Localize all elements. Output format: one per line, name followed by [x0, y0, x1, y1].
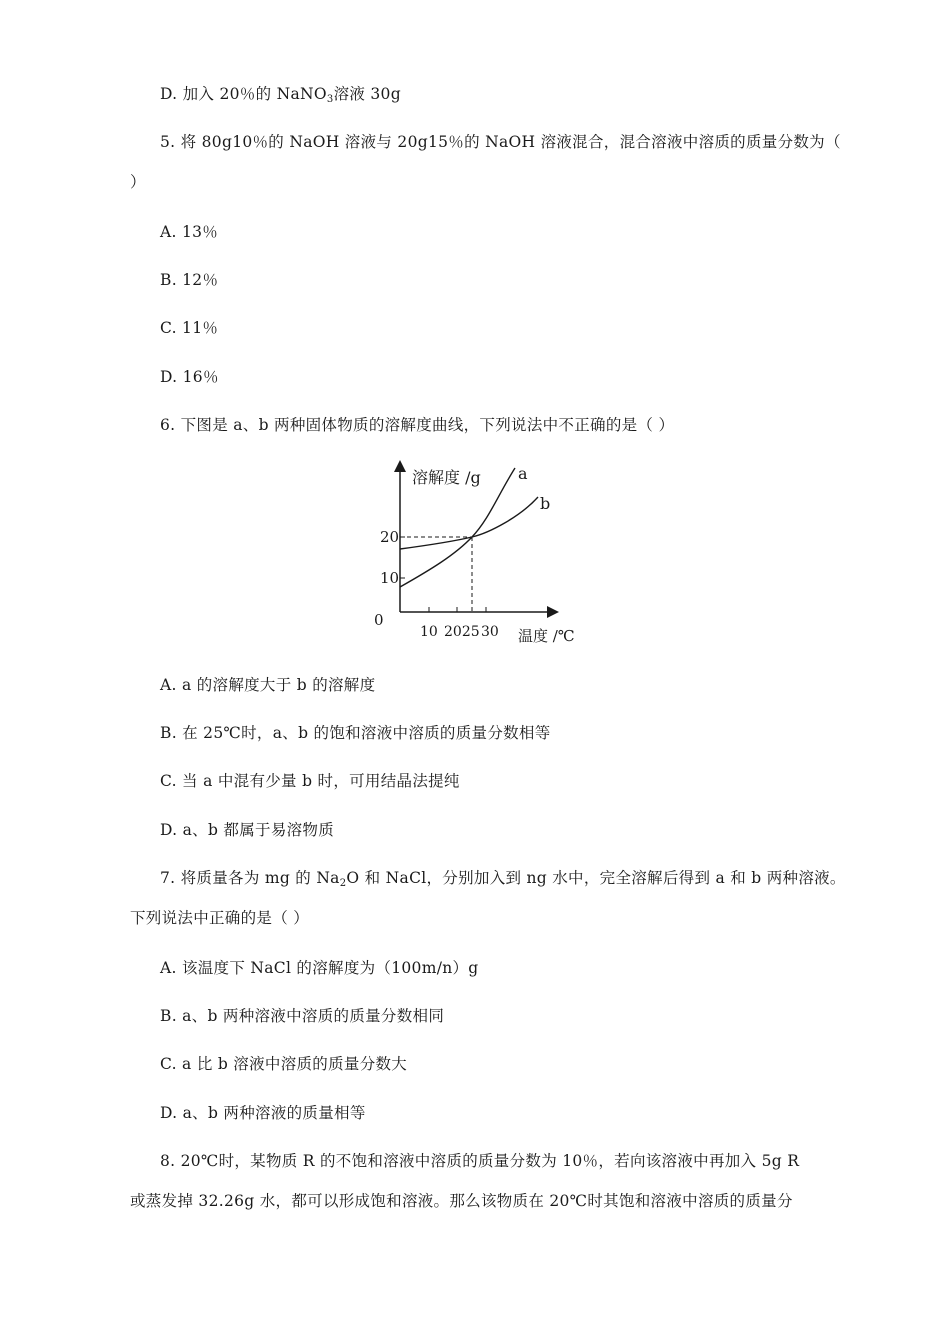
- q7-stem-post: O 和 NaCl，分别加入到 ng 水中，完全溶解后得到 a 和 b 两种溶液。: [346, 869, 846, 887]
- curve-b: [400, 497, 538, 549]
- q6-stem: 6. 下图是 a、b 两种固体物质的溶解度曲线，下列说法中不正确的是（ ）: [160, 416, 675, 434]
- q4-option-d-post: 溶液 30g: [333, 85, 401, 103]
- q5-option-d: D. 16％: [160, 368, 219, 386]
- y-tick-label-20: 20: [380, 528, 400, 546]
- q5-stem-line1: 5. 将 80g10％的 NaOH 溶液与 20g15％的 NaOH 溶液混合，混合溶液中溶质的质量分数为（: [160, 133, 841, 151]
- x-tick-label-10: 10: [420, 624, 438, 640]
- x-tick-label-2025: 2025: [444, 624, 480, 640]
- q5-stem-line2: ）: [130, 173, 146, 191]
- q8-stem-line1: 8. 20℃时，某物质 R 的不饱和溶液中溶质的质量分数为 10％，若向该溶液中再加入 5g R: [160, 1152, 800, 1170]
- solubility-curve-figure: [360, 455, 600, 655]
- q4-option-d-sub: 3: [326, 94, 334, 105]
- q6-option-b: B. 在 25℃时，a、b 的饱和溶液中溶质的质量分数相等: [160, 724, 551, 742]
- q6-option-a: A. a 的溶解度大于 b 的溶解度: [160, 676, 376, 694]
- q7-stem-line2: 下列说法中正确的是（ ）: [130, 909, 310, 927]
- curve-label-b: b: [540, 494, 551, 513]
- x-tick-label-30: 30: [481, 624, 499, 640]
- q7-stem-line1: [160, 868, 846, 894]
- origin-label: 0: [374, 611, 384, 629]
- q7-option-a: A. 该温度下 NaCl 的溶解度为（100m/n）g: [160, 959, 479, 977]
- q6-option-d: D. a、b 都属于易溶物质: [160, 821, 335, 839]
- q7-stem-pre: 7. 将质量各为 mg 的 Na: [160, 869, 340, 887]
- y-axis-label: 溶解度 /g: [412, 468, 481, 487]
- q4-option-d: [160, 84, 401, 110]
- y-tick-label-10: 10: [380, 569, 400, 587]
- q7-option-d: D. a、b 两种溶液的质量相等: [160, 1104, 366, 1122]
- q7-option-c: C. a 比 b 溶液中溶质的质量分数大: [160, 1055, 408, 1073]
- q6-option-c: C. 当 a 中混有少量 b 时，可用结晶法提纯: [160, 772, 460, 790]
- q5-option-a: A. 13％: [160, 223, 219, 241]
- q4-option-d-pre: D. 加入 20％的 NaNO: [160, 85, 327, 103]
- q8-stem-line2: 或蒸发掉 32.26g 水，都可以形成饱和溶液。那么该物质在 20℃时其饱和溶液中溶质的质量分: [130, 1192, 793, 1210]
- q7-stem-sub: 2: [339, 878, 347, 889]
- curve-label-a: a: [518, 464, 528, 483]
- q5-option-b: B. 12％: [160, 271, 219, 289]
- q7-option-b: B. a、b 两种溶液中溶质的质量分数相同: [160, 1007, 445, 1025]
- x-axis-label: 温度 /℃: [518, 627, 575, 645]
- q5-option-c: C. 11％: [160, 319, 219, 337]
